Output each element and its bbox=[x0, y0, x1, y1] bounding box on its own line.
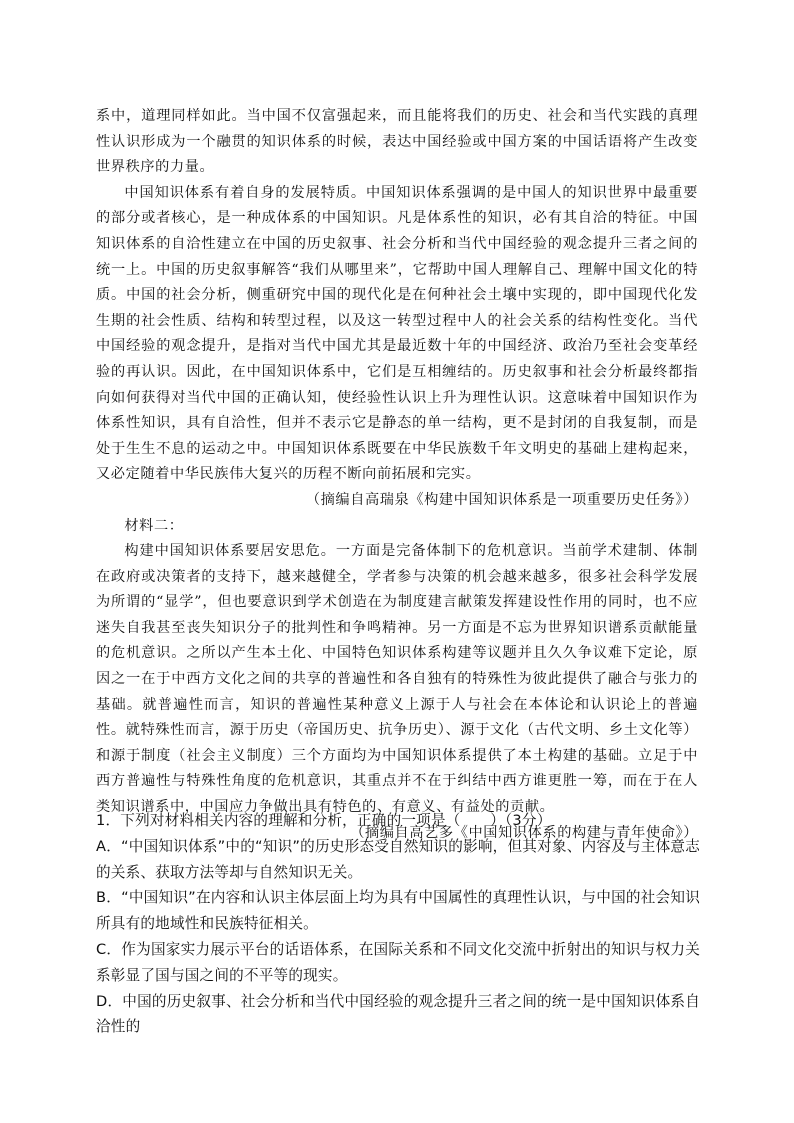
question-section bbox=[96, 808, 700, 1040]
question1-option-c: C．作为国家实力展示平台的话语体系，在国际关系和不同文化交流中折射出的知识与权力关系彰显了国与国之间的不平等的现实。 bbox=[96, 940, 700, 984]
material2-label: 材料二： bbox=[124, 517, 184, 534]
material2-paragraph: 构建中国知识体系要居安思危。一方面是完备体制下的危机意识。当前学术建制、体制在政府或决策者的支持下，越来越健全，学者参与决策的机会越来越多，很多社会科学发展为所谓的“显学”，但也要意识到学术创造在为制度建言献策发挥建设性作用的同时，也不应迷失自我甚至丧失知识分子的批判性和争鸣精神。另一方面是不忘为世界知识谱系贡献能量的危机意识。之所以产生本土化、中国特色知识体系构建等议题并且久久争议难下定论，原因之一在于中西方文化之间的共享的普遍性和各自独有的特殊性为彼此提供了融合与张力的基础。就普遍性而言，知识的普遍性某种意义上源于人与社会在本体论和认识论上的普遍性。就特殊性而言，源于历史（帝国历史、抗争历史）、源于文化（古代文明、乡土文化等）和源于制度（社会主义制度）三个方面均为中国知识体系提供了本土构建的基础。立足于中西方普遍性与特殊性角度的危机意识，其重点并不在于纠结中西方谁更胜一筹，而在于在人类知识谱系中，中国应力争做出具有特色的、有意义、有益处的贡献。 bbox=[96, 543, 698, 816]
reading-materials bbox=[96, 104, 698, 846]
material1-source: （摘编自高瑞泉《构建中国知识体系是一项重要历史任务》） bbox=[305, 491, 698, 508]
question1-option-a: A．“中国知识体系”中的“知识”的历史形态受自然知识的影响，但其对象、内容及与主体意志的关系、获取方法等却与自然知识无关。 bbox=[96, 837, 700, 881]
question1-option-b: B．“中国知识”在内容和认识主体层面上均为具有中国属性的真理性认识，与中国的社会知识所具有的地域性和民族特征相关。 bbox=[96, 889, 700, 933]
question1-option-d: D．中国的历史叙事、社会分析和当代中国经验的观念提升三者之间的统一是中国知识体系自洽性的 bbox=[96, 992, 700, 1036]
material1-features-paragraph: 中国知识体系有着自身的发展特质。中国知识体系强调的是中国人的知识世界中最重要的部分或者核心，是一种成体系的中国知识。凡是体系性的知识，必有其自洽的特征。中国知识体系的自洽性建立在中国的历史叙事、社会分析和当代中国经验的观念提升三者之间的统一上。中国的历史叙事解答“我们从哪里来”，它帮助中国人理解自己、理解中国文化的特质。中国的社会分析，侧重研究中国的现代化是在何种社会土壤中实现的，即中国现代化发生期的社会性质、结构和转型过程，以及这一转型过程中人的社会关系的结构性变化。当代中国经验的观念提升，是指对当代中国尤其是最近数十年的中国经济、政治乃至社会变革经验的再认识。因此，在中国知识体系中，它们是互相缠结的。历史叙事和社会分析最终都指向如何获得对当代中国的正确认知，使经验性认识上升为理性认识。这意味着中国知识作为体系性知识，具有自洽性，但并不表示它是静态的单一结构，更不是封闭的自我复制，而是处于生生不息的运动之中。中国知识体系既要在中华民族数千年文明史的基础上建构起来，又必定随着中华民族伟大复兴的历程不断向前拓展和完实。 bbox=[96, 184, 698, 483]
question1-stem: 1．下列对材料相关内容的理解和分析，正确的一项是（ ）（3分） bbox=[96, 812, 552, 829]
material1-continuation-paragraph: 系中，道理同样如此。当中国不仅富强起来，而且能将我们的历史、社会和当代实践的真理性认识形成为一个融贯的知识体系的时候，表达中国经验或中国方案的中国话语将产生改变世界秩序的力量。 bbox=[96, 108, 698, 176]
material2-source: （摘编自高艺多《中国知识体系的构建与青年使命》） bbox=[350, 824, 698, 841]
